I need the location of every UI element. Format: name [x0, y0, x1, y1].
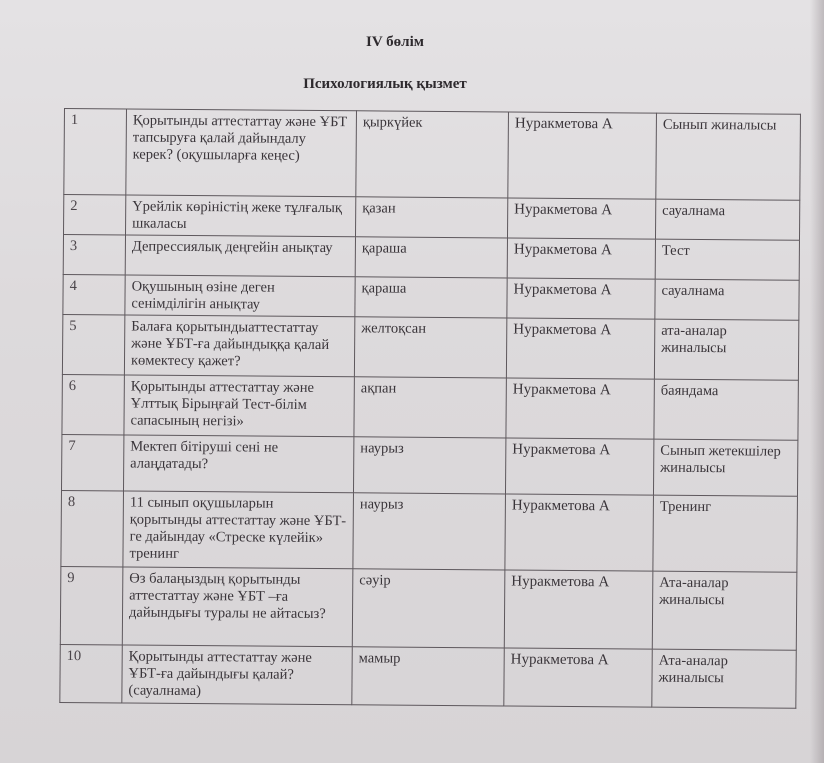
- row-responsible: Нуракметова А: [504, 570, 653, 649]
- row-month: ақпан: [354, 377, 506, 438]
- row-responsible: Нуракметова А: [507, 278, 655, 319]
- table-row: [60, 566, 797, 650]
- row-number: 6: [62, 374, 124, 434]
- row-topic: Қорытынды аттестаттау және Ұлттық Бірыңғай Тест-білім сапасының негізі»: [124, 375, 354, 437]
- row-month: наурыз: [353, 437, 505, 494]
- row-topic: Өз балаңыздың қорытынды аттестаттау және ҰБТ –ға дайындығы туралы не айтасыз?: [122, 567, 353, 647]
- row-responsible: Нуракметова А: [504, 648, 652, 707]
- row-responsible: Нуракметова А: [506, 378, 654, 439]
- row-month: сәуір: [352, 569, 505, 648]
- row-number: 1: [64, 109, 127, 195]
- row-month: наурыз: [353, 493, 506, 570]
- table-row: [60, 644, 796, 708]
- table-row: [63, 235, 799, 281]
- row-number: 7: [61, 434, 123, 490]
- row-topic: Оқушының өзіне деген сенімділігін анықтау: [125, 275, 355, 317]
- activity-table: [59, 108, 801, 709]
- row-topic: Қорытынды аттестаттау және ҰБТ тапсыруға қалай дайындалу керек? (оқушыларға кеңес): [126, 109, 357, 197]
- row-responsible: Нуракметова А: [507, 198, 655, 239]
- table-row: [63, 274, 799, 320]
- row-form: сауалнама: [655, 199, 799, 240]
- row-responsible: Нуракметова А: [506, 318, 654, 379]
- row-form: Сынып жетекшілер жиналысы: [653, 439, 797, 496]
- row-responsible: Нуракметова А: [507, 238, 655, 279]
- row-form: сауалнама: [655, 279, 799, 320]
- table-row: [64, 109, 801, 201]
- row-responsible: Нуракметова А: [508, 112, 657, 199]
- row-month: қазан: [355, 197, 507, 238]
- row-form: баяндама: [654, 379, 798, 440]
- row-responsible: Нуракметова А: [505, 494, 654, 571]
- row-number: 3: [63, 235, 125, 275]
- row-month: желтоқсан: [354, 317, 506, 378]
- table-row: [61, 434, 797, 496]
- row-responsible: Нуракметова А: [505, 438, 653, 495]
- row-topic: 11 сынып оқушыларын қорытынды аттестаттау және ҰБТ-ге дайындау «Стреске күлейік» тренинг: [123, 491, 354, 569]
- row-form: ата-аналар жиналысы: [654, 319, 798, 380]
- table-row: [62, 314, 798, 380]
- row-month: қыркүйек: [356, 111, 509, 198]
- row-number: 2: [64, 195, 126, 235]
- row-number: 4: [63, 274, 125, 314]
- page-title: Психологиялық қызмет: [303, 76, 467, 92]
- row-topic: Мектеп бітіруші сені не алаңдатады?: [123, 435, 353, 493]
- row-form: Ата-аналар жиналысы: [652, 649, 796, 708]
- row-number: 5: [62, 314, 124, 374]
- row-topic: Үрейлік көріністің жеке тұлғалық шкаласы: [126, 195, 356, 237]
- row-month: қараша: [355, 277, 507, 318]
- table-row: [61, 490, 798, 572]
- row-number: 8: [61, 490, 124, 566]
- row-form: Тест: [655, 239, 799, 280]
- row-number: 9: [60, 566, 123, 644]
- row-topic: Депрессиялық деңгейін анықтау: [125, 235, 355, 277]
- row-topic: Қорытынды аттестаттау және ҰБТ-ға дайындығы қалай? (сауалнама): [122, 645, 352, 705]
- row-form: Тренинг: [653, 495, 798, 572]
- row-month: қараша: [355, 237, 507, 278]
- row-month: мамыр: [352, 647, 504, 706]
- table-row: [64, 195, 800, 241]
- row-form: Сынып жиналысы: [656, 113, 801, 200]
- row-topic: Балаға қорытындыаттестаттау және ҰБТ-ға дайындыққа қалай көмектесу қажет?: [124, 315, 354, 377]
- section-label: IV бөлім: [366, 34, 424, 50]
- table-row: [62, 374, 798, 440]
- row-number: 10: [60, 644, 122, 702]
- row-form: Ата-аналар жиналысы: [652, 571, 797, 650]
